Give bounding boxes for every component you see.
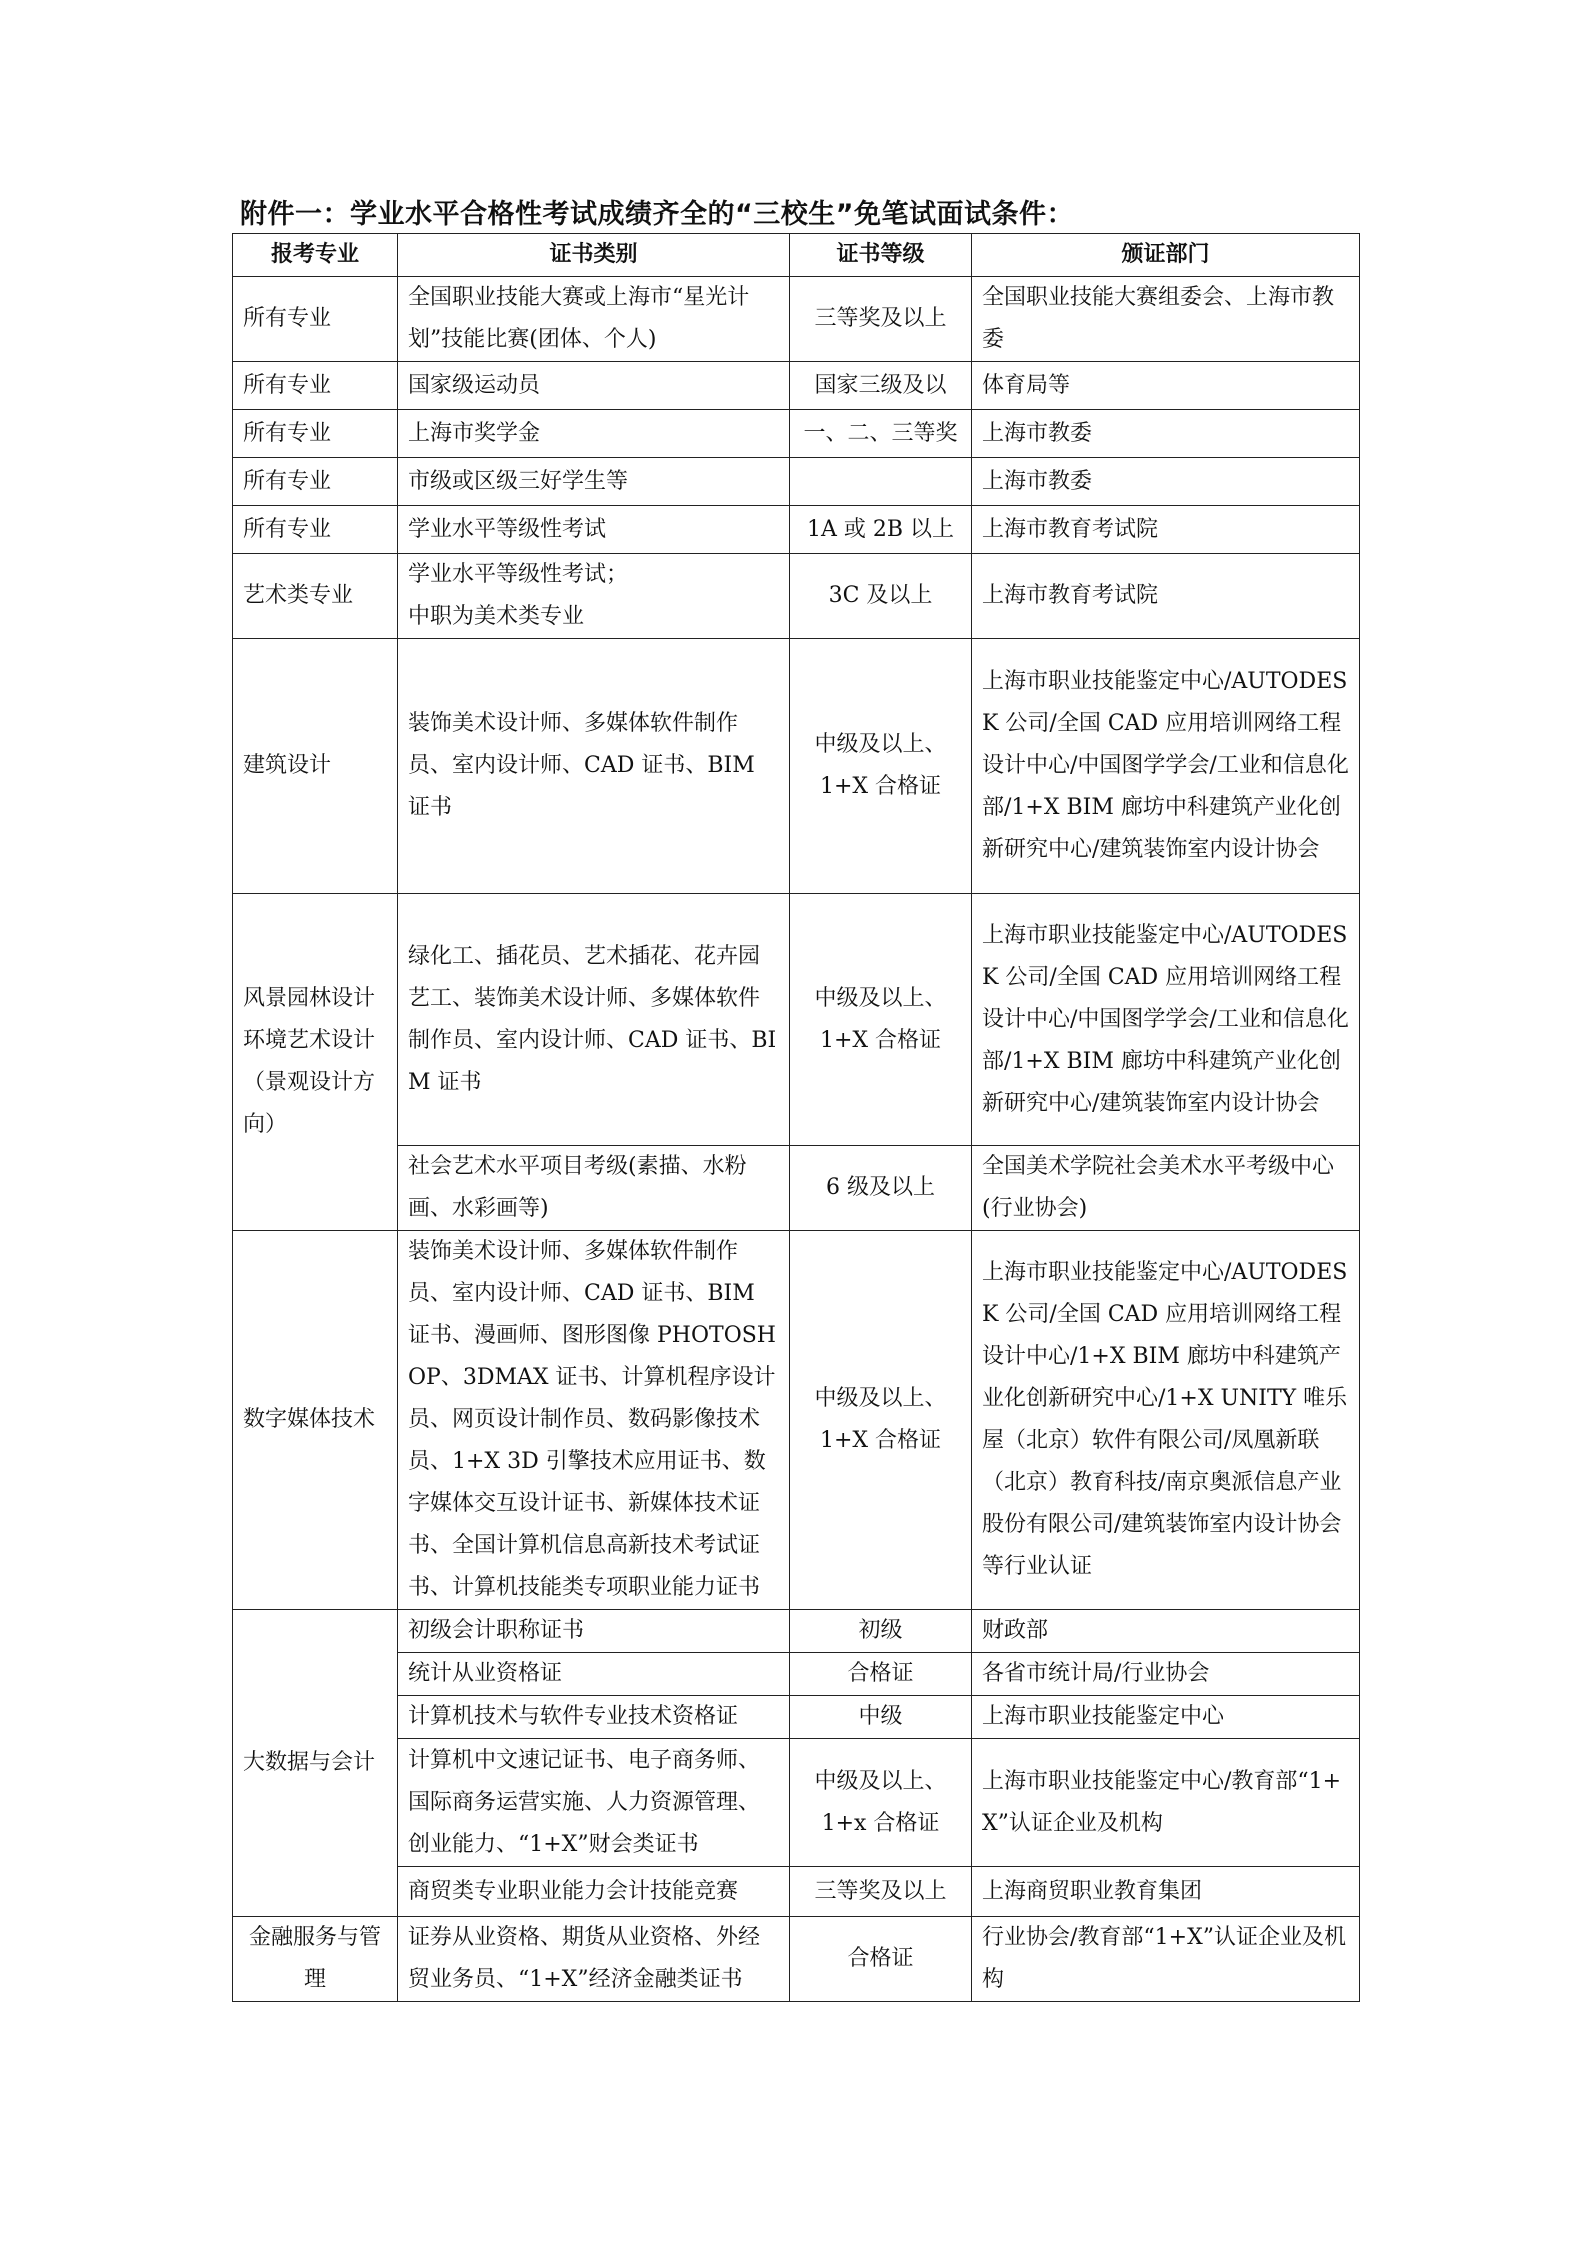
cert-cell: 学业水平等级性考试； 中职为美术类专业 xyxy=(398,554,790,639)
level-cell: 3C 及以上 xyxy=(790,554,972,639)
cert-cell: 上海市奖学金 xyxy=(398,410,790,458)
header-cert-level: 证书等级 xyxy=(790,234,972,277)
level-cell: 中级 xyxy=(790,1696,972,1739)
table-row xyxy=(233,362,1360,410)
table-row xyxy=(233,1610,1360,1653)
level-cell: 中级及以上、 1+X 合格证 xyxy=(790,1231,972,1610)
table-row xyxy=(233,458,1360,506)
level-cell: 合格证 xyxy=(790,1917,972,2002)
issuer-cell: 上海市教育考试院 xyxy=(972,554,1360,639)
cert-cell: 证券从业资格、期货从业资格、外经贸业务员、“1+X”经济金融类证书 xyxy=(398,1917,790,2002)
table-row xyxy=(233,554,1360,639)
cert-cell: 初级会计职称证书 xyxy=(398,1610,790,1653)
major-cell: 所有专业 xyxy=(233,410,398,458)
major-cell: 数字媒体技术 xyxy=(233,1231,398,1610)
issuer-cell: 全国职业技能大赛组委会、上海市教委 xyxy=(972,277,1360,362)
level-cell: 初级 xyxy=(790,1610,972,1653)
major-cell: 金融服务与管理 xyxy=(233,1917,398,2002)
issuer-cell: 上海市职业技能鉴定中心/AUTODESK 公司/全国 CAD 应用培训网络工程设计中心/中国图学学会/工业和信息化部/1+X BIM 廊坊中科建筑产业化创新研究中心/建筑装饰室内设计协会 xyxy=(972,639,1360,894)
cert-cell: 市级或区级三好学生等 xyxy=(398,458,790,506)
level-cell: 中级及以上、 1+X 合格证 xyxy=(790,639,972,894)
issuer-cell: 财政部 xyxy=(972,1610,1360,1653)
table-row xyxy=(233,1696,1360,1739)
level-cell xyxy=(790,458,972,506)
cert-cell: 装饰美术设计师、多媒体软件制作员、室内设计师、CAD 证书、BIM 证书 xyxy=(398,639,790,894)
table-row xyxy=(233,1146,1360,1231)
table-row xyxy=(233,1917,1360,2002)
cert-cell: 计算机中文速记证书、电子商务师、国际商务运营实施、人力资源管理、创业能力、“1+X”财会类证书 xyxy=(398,1739,790,1867)
cert-cell: 绿化工、插花员、艺术插花、花卉园艺工、装饰美术设计师、多媒体软件制作员、室内设计师、CAD 证书、BIM 证书 xyxy=(398,894,790,1146)
table-row xyxy=(233,506,1360,554)
cert-cell: 装饰美术设计师、多媒体软件制作员、室内设计师、CAD 证书、BIM 证书、漫画师、图形图像 PHOTOSHOP、3DMAX 证书、计算机程序设计员、网页设计制作员、数码影像技术员、1+X 3D 引擎技术应用证书、数字媒体交互设计证书、新媒体技术证书、全国计算机信息高新技术考试证书、计算机技能类专项职业能力证书 xyxy=(398,1231,790,1610)
table-row xyxy=(233,1231,1360,1610)
issuer-cell: 上海市职业技能鉴定中心/AUTODESK 公司/全国 CAD 应用培训网络工程设计中心/中国图学学会/工业和信息化部/1+X BIM 廊坊中科建筑产业化创新研究中心/建筑装饰室内设计协会 xyxy=(972,894,1360,1146)
issuer-cell: 体育局等 xyxy=(972,362,1360,410)
level-cell: 中级及以上、 1+x 合格证 xyxy=(790,1739,972,1867)
issuer-cell: 上海市职业技能鉴定中心 xyxy=(972,1696,1360,1739)
header-cert-type: 证书类别 xyxy=(398,234,790,277)
table-row xyxy=(233,894,1360,1146)
level-cell: 三等奖及以上 xyxy=(790,277,972,362)
major-cell: 大数据与会计 xyxy=(233,1610,398,1917)
cert-cell: 计算机技术与软件专业技术资格证 xyxy=(398,1696,790,1739)
issuer-cell: 行业协会/教育部“1+X”认证企业及机构 xyxy=(972,1917,1360,2002)
major-cell: 艺术类专业 xyxy=(233,554,398,639)
table-row xyxy=(233,277,1360,362)
issuer-cell: 上海市教委 xyxy=(972,410,1360,458)
major-cell: 所有专业 xyxy=(233,458,398,506)
cert-cell: 国家级运动员 xyxy=(398,362,790,410)
level-cell: 中级及以上、 1+X 合格证 xyxy=(790,894,972,1146)
level-cell: 三等奖及以上 xyxy=(790,1867,972,1917)
issuer-cell: 上海市教育考试院 xyxy=(972,506,1360,554)
header-major: 报考专业 xyxy=(233,234,398,277)
level-cell: 6 级及以上 xyxy=(790,1146,972,1231)
cert-cell: 统计从业资格证 xyxy=(398,1653,790,1696)
major-cell: 所有专业 xyxy=(233,362,398,410)
header-issuer: 颁证部门 xyxy=(972,234,1360,277)
major-cell: 所有专业 xyxy=(233,277,398,362)
cert-cell: 社会艺术水平项目考级(素描、水粉画、水彩画等) xyxy=(398,1146,790,1231)
issuer-cell: 上海市教委 xyxy=(972,458,1360,506)
table-row xyxy=(233,410,1360,458)
cert-cell: 学业水平等级性考试 xyxy=(398,506,790,554)
major-cell: 风景园林设计 环境艺术设计 （景观设计方向） xyxy=(233,894,398,1231)
major-cell: 所有专业 xyxy=(233,506,398,554)
table-header-row xyxy=(233,234,1360,277)
cert-cell: 商贸类专业职业能力会计技能竞赛 xyxy=(398,1867,790,1917)
major-cell: 建筑设计 xyxy=(233,639,398,894)
level-cell: 一、二、三等奖 xyxy=(790,410,972,458)
conditions-table xyxy=(232,233,1360,2002)
level-cell: 国家三级及以 xyxy=(790,362,972,410)
cert-cell: 全国职业技能大赛或上海市“星光计划”技能比赛(团体、个人) xyxy=(398,277,790,362)
level-cell: 1A 或 2B 以上 xyxy=(790,506,972,554)
table-row xyxy=(233,639,1360,894)
table-row xyxy=(233,1867,1360,1917)
table-row xyxy=(233,1653,1360,1696)
document-title: 附件一：学业水平合格性考试成绩齐全的“三校生”免笔试面试条件： xyxy=(240,199,1074,230)
issuer-cell: 各省市统计局/行业协会 xyxy=(972,1653,1360,1696)
table-row xyxy=(233,1739,1360,1867)
issuer-cell: 全国美术学院社会美术水平考级中心(行业协会) xyxy=(972,1146,1360,1231)
issuer-cell: 上海市职业技能鉴定中心/教育部“1+X”认证企业及机构 xyxy=(972,1739,1360,1867)
issuer-cell: 上海市职业技能鉴定中心/AUTODESK 公司/全国 CAD 应用培训网络工程设计中心/1+X BIM 廊坊中科建筑产业化创新研究中心/1+X UNITY 唯乐屋（北京）软件有限公司/凤凰新联（北京）教育科技/南京奥派信息产业股份有限公司/建筑装饰室内设计协会等行业认证 xyxy=(972,1231,1360,1610)
level-cell: 合格证 xyxy=(790,1653,972,1696)
issuer-cell: 上海商贸职业教育集团 xyxy=(972,1867,1360,1917)
